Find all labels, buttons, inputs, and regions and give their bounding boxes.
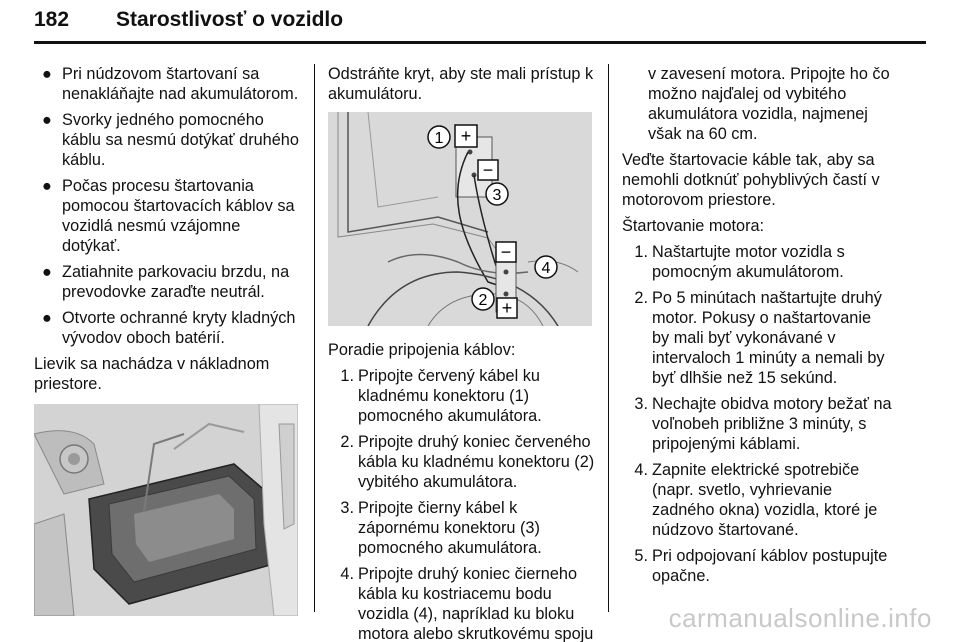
step-number: 2. [340,433,354,451]
connector-label-2 [472,288,494,310]
minus-sign-icon [478,160,498,180]
step-number: 4. [634,461,648,479]
step-number: 2. [634,289,648,307]
step-text: Naštartujte motor vozidla s pomocným akumulátorom. [652,243,845,281]
cargo-compartment-illustration [34,404,298,616]
svg-text:2: 2 [478,292,488,309]
engine-start-heading: Štartovanie motora: [622,217,765,235]
svg-text:1: 1 [434,130,444,147]
step-text: Zapnite elektrické spotrebiče (napr. svetlo, vyhrievanie zadného okna) vozidla, ktoré je núdzovo štartované. [652,461,878,539]
step-number: 5. [634,547,648,565]
bullet-icon: ● [42,263,52,281]
list-item [626,546,892,586]
list-item [626,394,892,454]
step-text: Po 5 minútach naštartujte druhý motor. Pokusy o naštartovanie by mali byť vykonávané v intervaloch 1 minúty a nemali by byť dlhšie než 15 sekúnd. [652,289,885,387]
funnel-location-text: Lievik sa nachádza v nákladnom priestore. [34,355,270,393]
bullet-icon: ● [42,65,52,83]
step-number: 1. [340,367,354,385]
step-text: Pripojte červený kábel ku kladnému konektoru (1) pomocného akumulátora. [358,367,542,425]
list-item [34,64,302,104]
bullet-icon: ● [42,111,52,129]
list-item [332,564,596,642]
remove-cover-text: Odstráňte kryt, aby ste mali prístup k akumulátoru. [328,65,594,103]
bullet-text: Svorky jedného pomocného káblu sa nesmú dotýkať druhého káblu. [62,111,299,169]
step-text: Pripojte druhý koniec čierneho kábla ku kostriacemu bodu vozidla (4), napríklad ku bloku motora alebo skrutkovému spoju [358,565,594,642]
svg-text:4: 4 [541,260,551,277]
svg-text:+: + [501,298,513,318]
column-divider [314,64,315,612]
connector-label-1 [428,126,450,148]
svg-text:3: 3 [492,187,502,204]
list-item [34,308,302,348]
svg-text:+: + [460,126,472,146]
column-3 [622,64,892,592]
list-item [34,176,302,256]
column-divider [608,64,609,612]
list-item [332,432,596,492]
page-number: 182 [34,8,70,31]
continuation-text: v zavesení motora. Pripojte ho čo možno najďalej od vybitého akumulátora vozidla, najmenej však na 60 cm. [648,65,890,143]
list-item [626,288,892,388]
bullet-text: Počas procesu štartovania pomocou štartovacích káblov sa vozidlá nesmú vzájomne dotýkať. [62,177,295,255]
watermark-text: carmanualsonline.info [668,603,932,633]
step-text: Nechajte obidva motory bežať na voľnobeh približne 3 minúty, s pripojenými káblami. [652,395,892,453]
step-number: 3. [634,395,648,413]
connector-label-4 [535,256,557,278]
list-item [626,242,892,282]
step-text: Pripojte druhý koniec červeného kábla ku kladnému konektoru (2) vybitého akumulátora. [358,433,595,491]
list-item [332,366,596,426]
bullet-icon: ● [42,177,52,195]
page-header [34,8,930,44]
header-rule [34,41,926,44]
svg-text:−: − [500,242,512,262]
battery-connection-diagram [328,112,592,326]
connector-label-3 [486,183,508,205]
list-item [332,498,596,558]
bullet-icon: ● [42,309,52,327]
connection-order-heading: Poradie pripojenia káblov: [328,341,516,359]
connection-steps [332,366,596,642]
engine-start-steps [626,242,892,586]
step-text: Pri odpojovaní káblov postupujte opačne. [652,547,888,585]
bullet-text: Otvorte ochranné kryty kladných vývodov oboch batérií. [62,309,296,347]
bullet-text: Pri núdzovom štartovaní sa nenakláňajte nad akumulátorom. [62,65,299,103]
section-title: Starostlivosť o vozidlo [116,8,344,31]
step-number: 4. [340,565,354,583]
list-item [34,262,302,302]
svg-text:−: − [482,160,494,180]
step-number: 1. [634,243,648,261]
step-number: 3. [340,499,354,517]
list-item [34,110,302,170]
column-2 [328,64,596,642]
plus-sign-icon [455,125,477,147]
bullet-text: Zatiahnite parkovaciu brzdu, na prevodovke zaraďte neutrál. [62,263,290,301]
precaution-list [34,64,302,348]
column-1 [34,64,302,630]
minus-sign-icon [496,242,516,262]
step-text: Pripojte čierny kábel k zápornému konektoru (3) pomocného akumulátora. [358,499,542,557]
plus-sign-icon [497,298,517,318]
cable-routing-note: Veďte štartovacie káble tak, aby sa nemohli dotknúť pohyblivých častí v motorovom priestore. [622,151,880,209]
list-item [626,460,892,540]
